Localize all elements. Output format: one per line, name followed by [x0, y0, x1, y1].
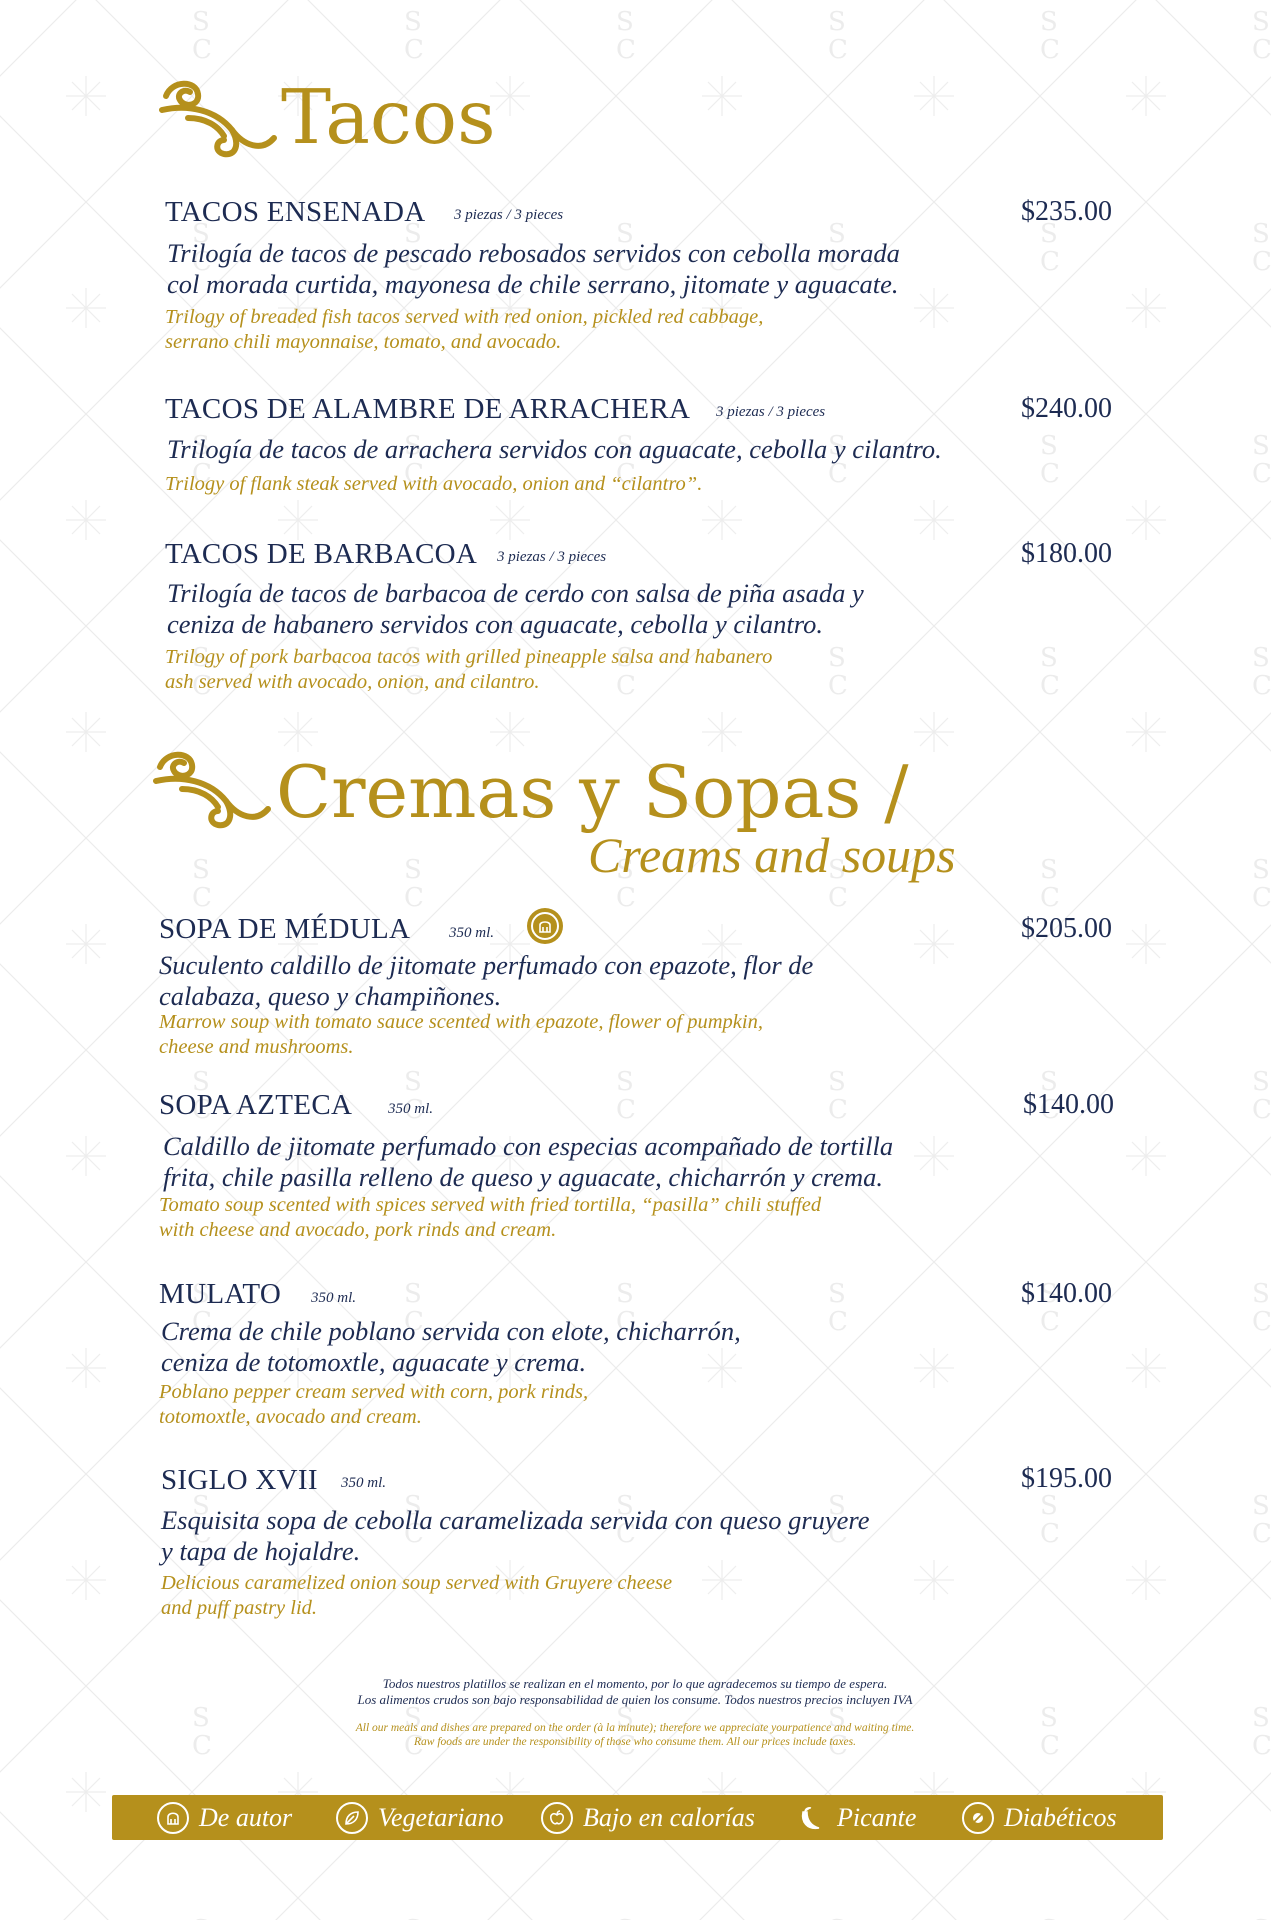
item-description-en: Trilogy of pork barbacoa tacos with grilled pineapple salsa and habanero ash served with avocado, onion, and cilantro. — [165, 646, 773, 693]
flourish-ornament — [158, 74, 280, 160]
item-description-es: Crema de chile poblano servida con elote, chicharrón, ceniza de totomoxtle, aguacate y crema. — [161, 1316, 741, 1377]
item-description-en: Tomato soup scented with spices served with fried tortilla, “pasilla” chili stuffed with cheese and avocado, pork rinds and cream. — [159, 1194, 822, 1241]
section-subtitle-soups: Creams and soups — [588, 827, 956, 883]
legend-item-vegetariano — [336, 1795, 504, 1840]
item-quantity: 3 piezas / 3 pieces — [497, 549, 607, 565]
item-description-es: Trilogía de tacos de arrachera servidos con aguacate, cebolla y cilantro. — [167, 434, 942, 464]
legend-item-picante — [795, 1795, 916, 1840]
item-price: $205.00 — [1021, 913, 1112, 944]
legend-label: Bajo en calorías — [583, 1802, 755, 1832]
item-price: $235.00 — [1021, 196, 1112, 227]
item-description-en: Marrow soup with tomato sauce scented with epazote, flower of pumpkin, cheese and mushrooms. — [159, 1011, 763, 1058]
item-price: $240.00 — [1021, 393, 1112, 424]
item-price: $195.00 — [1021, 1463, 1112, 1494]
leaf-icon — [336, 1802, 368, 1834]
section-title-soups: Cremas y Sopas / — [276, 750, 909, 834]
apple-icon — [541, 1802, 573, 1834]
item-description-en: Poblano pepper cream served with corn, pork rinds, totomoxtle, avocado and cream. — [159, 1381, 589, 1428]
item-quantity: 350 ml. — [341, 1475, 386, 1491]
item-name: TACOS ENSENADA — [165, 196, 426, 228]
legend-item-de-autor — [157, 1795, 292, 1840]
item-name: TACOS DE ALAMBRE DE ARRACHERA — [165, 393, 691, 425]
item-quantity: 350 ml. — [449, 925, 494, 941]
section-title-tacos: Tacos — [281, 73, 496, 161]
item-name: SOPA DE MÉDULA — [159, 913, 411, 945]
item-quantity: 350 ml. — [311, 1290, 356, 1306]
item-price: $140.00 — [1023, 1089, 1114, 1120]
legend-bar — [112, 1795, 1163, 1840]
item-description-es: Caldillo de jitomate perfumado con especias acompañado de tortilla frita, chile pasilla relleno de queso y aguacate, chicharrón y crema. — [163, 1131, 894, 1192]
legend-label: Diabéticos — [1004, 1802, 1117, 1832]
item-price: $180.00 — [1021, 538, 1112, 569]
item-name: MULATO — [159, 1278, 282, 1310]
chili-pepper-icon — [795, 1802, 827, 1834]
legend-label: Vegetariano — [378, 1802, 504, 1832]
legend-item-diabeticos — [962, 1795, 1117, 1840]
legend-item-bajo-en-calorias — [541, 1795, 755, 1840]
item-description-es: Esquisita sopa de cebolla caramelizada servida con queso gruyere y tapa de hojaldre. — [161, 1505, 870, 1566]
item-description-en: Delicious caramelized onion soup served with Gruyere cheese and puff pastry lid. — [161, 1572, 673, 1619]
item-description-en: Trilogy of flank steak served with avocado, onion and “cilantro”. — [165, 473, 703, 495]
footer-note-es: Todos nuestros platillos se realizan en el momento, por lo que agradecemos su tiempo de espera. Los alimentos crudos son bajo responsabilidad de quien los consume. Todos nuestros precios incluyen IVA — [357, 1676, 913, 1707]
item-description-es: Suculento caldillo de jitomate perfumado con epazote, flor de calabaza, queso y champiñones. — [159, 950, 814, 1011]
item-quantity: 350 ml. — [388, 1101, 433, 1117]
item-name: SIGLO XVII — [161, 1464, 318, 1496]
legend-label: Picante — [837, 1802, 917, 1832]
item-name: SOPA AZTECA — [159, 1089, 353, 1121]
item-price: $140.00 — [1021, 1278, 1112, 1309]
item-description-es: Trilogía de tacos de barbacoa de cerdo con salsa de piña asada y ceniza de habanero servidos con aguacate, cebolla y cilantro. — [167, 578, 864, 639]
chef-hat-icon — [157, 1802, 189, 1834]
diabetic-icon — [962, 1802, 994, 1834]
item-quantity: 3 piezas / 3 pieces — [454, 207, 564, 223]
item-quantity: 3 piezas / 3 pieces — [716, 404, 826, 420]
item-description-en: Trilogy of breaded fish tacos served with red onion, pickled red cabbage, serrano chili mayonnaise, tomato, and avocado. — [165, 306, 764, 353]
item-description-es: Trilogía de tacos de pescado rebosados servidos con cebolla morada col morada curtida, mayonesa de chile serrano, jitomate y aguacate. — [167, 238, 900, 299]
flourish-ornament — [152, 745, 274, 831]
footer-note-en: All our meals and dishes are prepared on the order (à la minute); therefore we appreciate yourpatience and waiting time. Raw foods are under the responsibility of those who consume them. All our prices include taxes. — [355, 1722, 915, 1748]
item-name: TACOS DE BARBACOA — [165, 538, 478, 570]
legend-label: De autor — [199, 1802, 293, 1832]
de-autor-badge-icon — [527, 908, 563, 944]
